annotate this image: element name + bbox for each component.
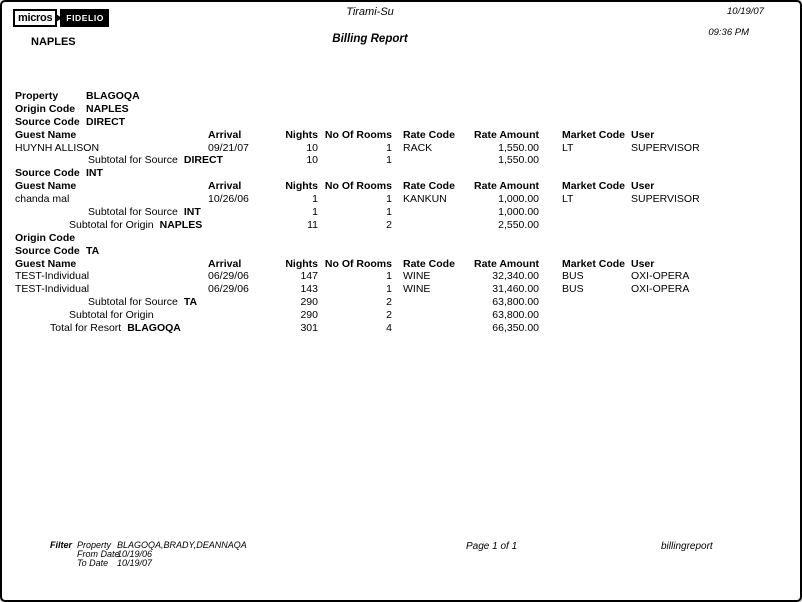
field-label: Origin Code <box>15 102 76 115</box>
report-body <box>2 90 800 335</box>
filter-todate-value: 10/19/07 <box>117 558 153 568</box>
user-name: OXI-OPERA <box>631 270 690 283</box>
print-date: 10/19/07 <box>727 6 764 17</box>
resort-subtotal-row <box>2 322 800 335</box>
guest-name: chanda mal <box>15 193 70 206</box>
field-value: INT <box>86 167 103 180</box>
column-header-row <box>2 180 800 193</box>
subtotal-entity: INT <box>183 206 201 219</box>
subtotal-amount: 2,550.00 <box>498 218 539 231</box>
subtotal-amount: 1,550.00 <box>498 154 539 167</box>
logo-arrow-icon <box>56 14 62 22</box>
rate-amount: 31,460.00 <box>492 283 539 296</box>
nights-value: 147 <box>300 270 318 283</box>
field-value: NAPLES <box>86 102 129 115</box>
subtotal-entity: DIRECT <box>183 154 223 167</box>
col-rooms: No Of Rooms <box>324 180 392 193</box>
col-market-code: Market Code <box>562 128 626 141</box>
field-label: Origin Code <box>15 231 76 244</box>
subtotal-nights: 290 <box>300 309 318 322</box>
col-nights: Nights <box>285 128 318 141</box>
col-rooms: No Of Rooms <box>324 257 392 270</box>
origin-subtotal-row <box>2 219 800 232</box>
guest-name: TEST-Individual <box>15 270 90 283</box>
guest-name: HUYNH ALLISON <box>15 141 100 154</box>
subtotal-rooms: 1 <box>386 206 392 219</box>
arrival-date: 06/29/06 <box>208 283 249 296</box>
field-row <box>2 167 800 180</box>
subtotal-nights: 301 <box>300 322 318 335</box>
report-file-name: billingreport <box>661 541 713 552</box>
col-user: User <box>631 257 655 270</box>
guest-row <box>2 193 800 206</box>
market-code: BUS <box>562 283 584 296</box>
subtotal-rooms: 1 <box>386 154 392 167</box>
subtotal-entity: BLAGOQA <box>127 322 181 335</box>
subtotal-entity: TA <box>183 296 198 309</box>
source-subtotal-row <box>2 296 800 309</box>
col-rate-code: Rate Code <box>403 257 455 270</box>
nights-value: 10 <box>306 141 318 154</box>
page-number: Page 1 of 1 <box>466 541 518 552</box>
col-arrival: Arrival <box>208 128 242 141</box>
subtotal-rooms: 2 <box>386 218 392 231</box>
subtotal-nights: 11 <box>307 218 318 231</box>
field-label: Source Code <box>15 115 80 128</box>
guest-name: TEST-Individual <box>15 283 90 296</box>
guest-row <box>2 142 800 155</box>
subtotal-label: Subtotal for Source TA <box>88 296 198 309</box>
filter-fromdate-value: 10/19/06 <box>117 549 153 559</box>
arrival-date: 10/26/06 <box>208 193 249 206</box>
col-guest-name: Guest Name <box>15 128 77 141</box>
col-market-code: Market Code <box>562 257 626 270</box>
subtotal-rooms: 2 <box>386 296 392 309</box>
guest-row <box>2 270 800 283</box>
subtotal-label: Subtotal for Origin NAPLES <box>69 218 203 231</box>
field-value: TA <box>86 244 100 257</box>
field-row <box>2 116 800 129</box>
field-row <box>2 90 800 103</box>
rooms-value: 1 <box>386 270 392 283</box>
subtotal-label: Subtotal for Source INT <box>88 206 201 219</box>
col-guest-name: Guest Name <box>15 257 77 270</box>
filter-property-value: BLAGOQA,BRADY,DEANNAQA <box>117 540 247 550</box>
col-rate-amount: Rate Amount <box>474 257 539 270</box>
nights-value: 1 <box>312 193 318 206</box>
subtotal-amount: 63,800.00 <box>492 309 539 322</box>
guest-row <box>2 283 800 296</box>
print-time: 09:36 PM <box>708 27 749 38</box>
user-name: SUPERVISOR <box>631 193 700 206</box>
field-value: DIRECT <box>86 115 126 128</box>
col-guest-name: Guest Name <box>15 180 77 193</box>
filter-fromdate-label: From Date <box>77 549 120 559</box>
field-label: Source Code <box>15 167 80 180</box>
logo-micros-text: micros <box>13 9 57 27</box>
market-code: LT <box>562 141 574 154</box>
nights-value: 143 <box>300 283 318 296</box>
source-subtotal-row <box>2 154 800 167</box>
col-nights: Nights <box>285 180 318 193</box>
field-value: BLAGOQA <box>86 90 140 102</box>
field-label: Source Code <box>15 244 80 257</box>
user-name: SUPERVISOR <box>631 141 700 154</box>
col-rate-code: Rate Code <box>403 180 455 193</box>
rate-amount: 1,550.00 <box>498 141 539 154</box>
col-rate-amount: Rate Amount <box>474 180 539 193</box>
subtotal-nights: 10 <box>306 154 318 167</box>
field-label: Property <box>15 90 59 102</box>
subtotal-rooms: 4 <box>386 322 392 335</box>
market-code: LT <box>562 193 574 206</box>
rooms-value: 1 <box>386 283 392 296</box>
rooms-value: 1 <box>386 141 392 154</box>
subtotal-label: Subtotal for Source DIRECT <box>88 154 223 167</box>
rate-amount: 1,000.00 <box>498 193 539 206</box>
col-user: User <box>631 128 655 141</box>
rooms-value: 1 <box>386 193 392 206</box>
subtotal-rooms: 2 <box>386 309 392 322</box>
col-user: User <box>631 180 655 193</box>
rate-amount: 32,340.00 <box>492 270 539 283</box>
rate-code: WINE <box>403 270 431 283</box>
col-rooms: No Of Rooms <box>324 128 392 141</box>
origin-subtotal-row <box>2 309 800 322</box>
subtotal-label: Total for Resort BLAGOQA <box>50 322 181 335</box>
arrival-date: 06/29/06 <box>208 270 249 283</box>
filter-todate-label: To Date <box>77 558 109 568</box>
arrival-date: 09/21/07 <box>208 141 249 154</box>
field-row <box>2 232 800 245</box>
rate-code: RACK <box>403 141 433 154</box>
subtotal-amount: 63,800.00 <box>492 296 539 309</box>
column-header-row <box>2 258 800 271</box>
filter-label: Filter <box>50 540 73 550</box>
report-title: Billing Report <box>332 33 408 45</box>
col-arrival: Arrival <box>208 257 242 270</box>
property-name-header: NAPLES <box>31 36 76 48</box>
col-rate-amount: Rate Amount <box>474 128 539 141</box>
market-code: BUS <box>562 270 584 283</box>
subtotal-entity: NAPLES <box>159 218 203 231</box>
column-header-row <box>2 129 800 142</box>
field-row <box>2 245 800 258</box>
subtotal-amount: 66,350.00 <box>492 322 539 335</box>
logo-fidelio-text: FIDELIO <box>60 9 109 27</box>
filter-property-label: Property <box>77 540 112 550</box>
resort-title: Tirami-Su <box>346 6 394 18</box>
subtotal-amount: 1,000.00 <box>498 206 539 219</box>
subtotal-nights: 290 <box>300 296 318 309</box>
subtotal-label: Subtotal for Origin <box>69 309 154 322</box>
rate-code: WINE <box>403 283 431 296</box>
col-rate-code: Rate Code <box>403 128 455 141</box>
col-market-code: Market Code <box>562 180 626 193</box>
source-subtotal-row <box>2 206 800 219</box>
rate-code: KANKUN <box>403 193 447 206</box>
field-row <box>2 103 800 116</box>
col-arrival: Arrival <box>208 180 242 193</box>
user-name: OXI-OPERA <box>631 283 690 296</box>
col-nights: Nights <box>285 257 318 270</box>
subtotal-nights: 1 <box>312 206 318 219</box>
